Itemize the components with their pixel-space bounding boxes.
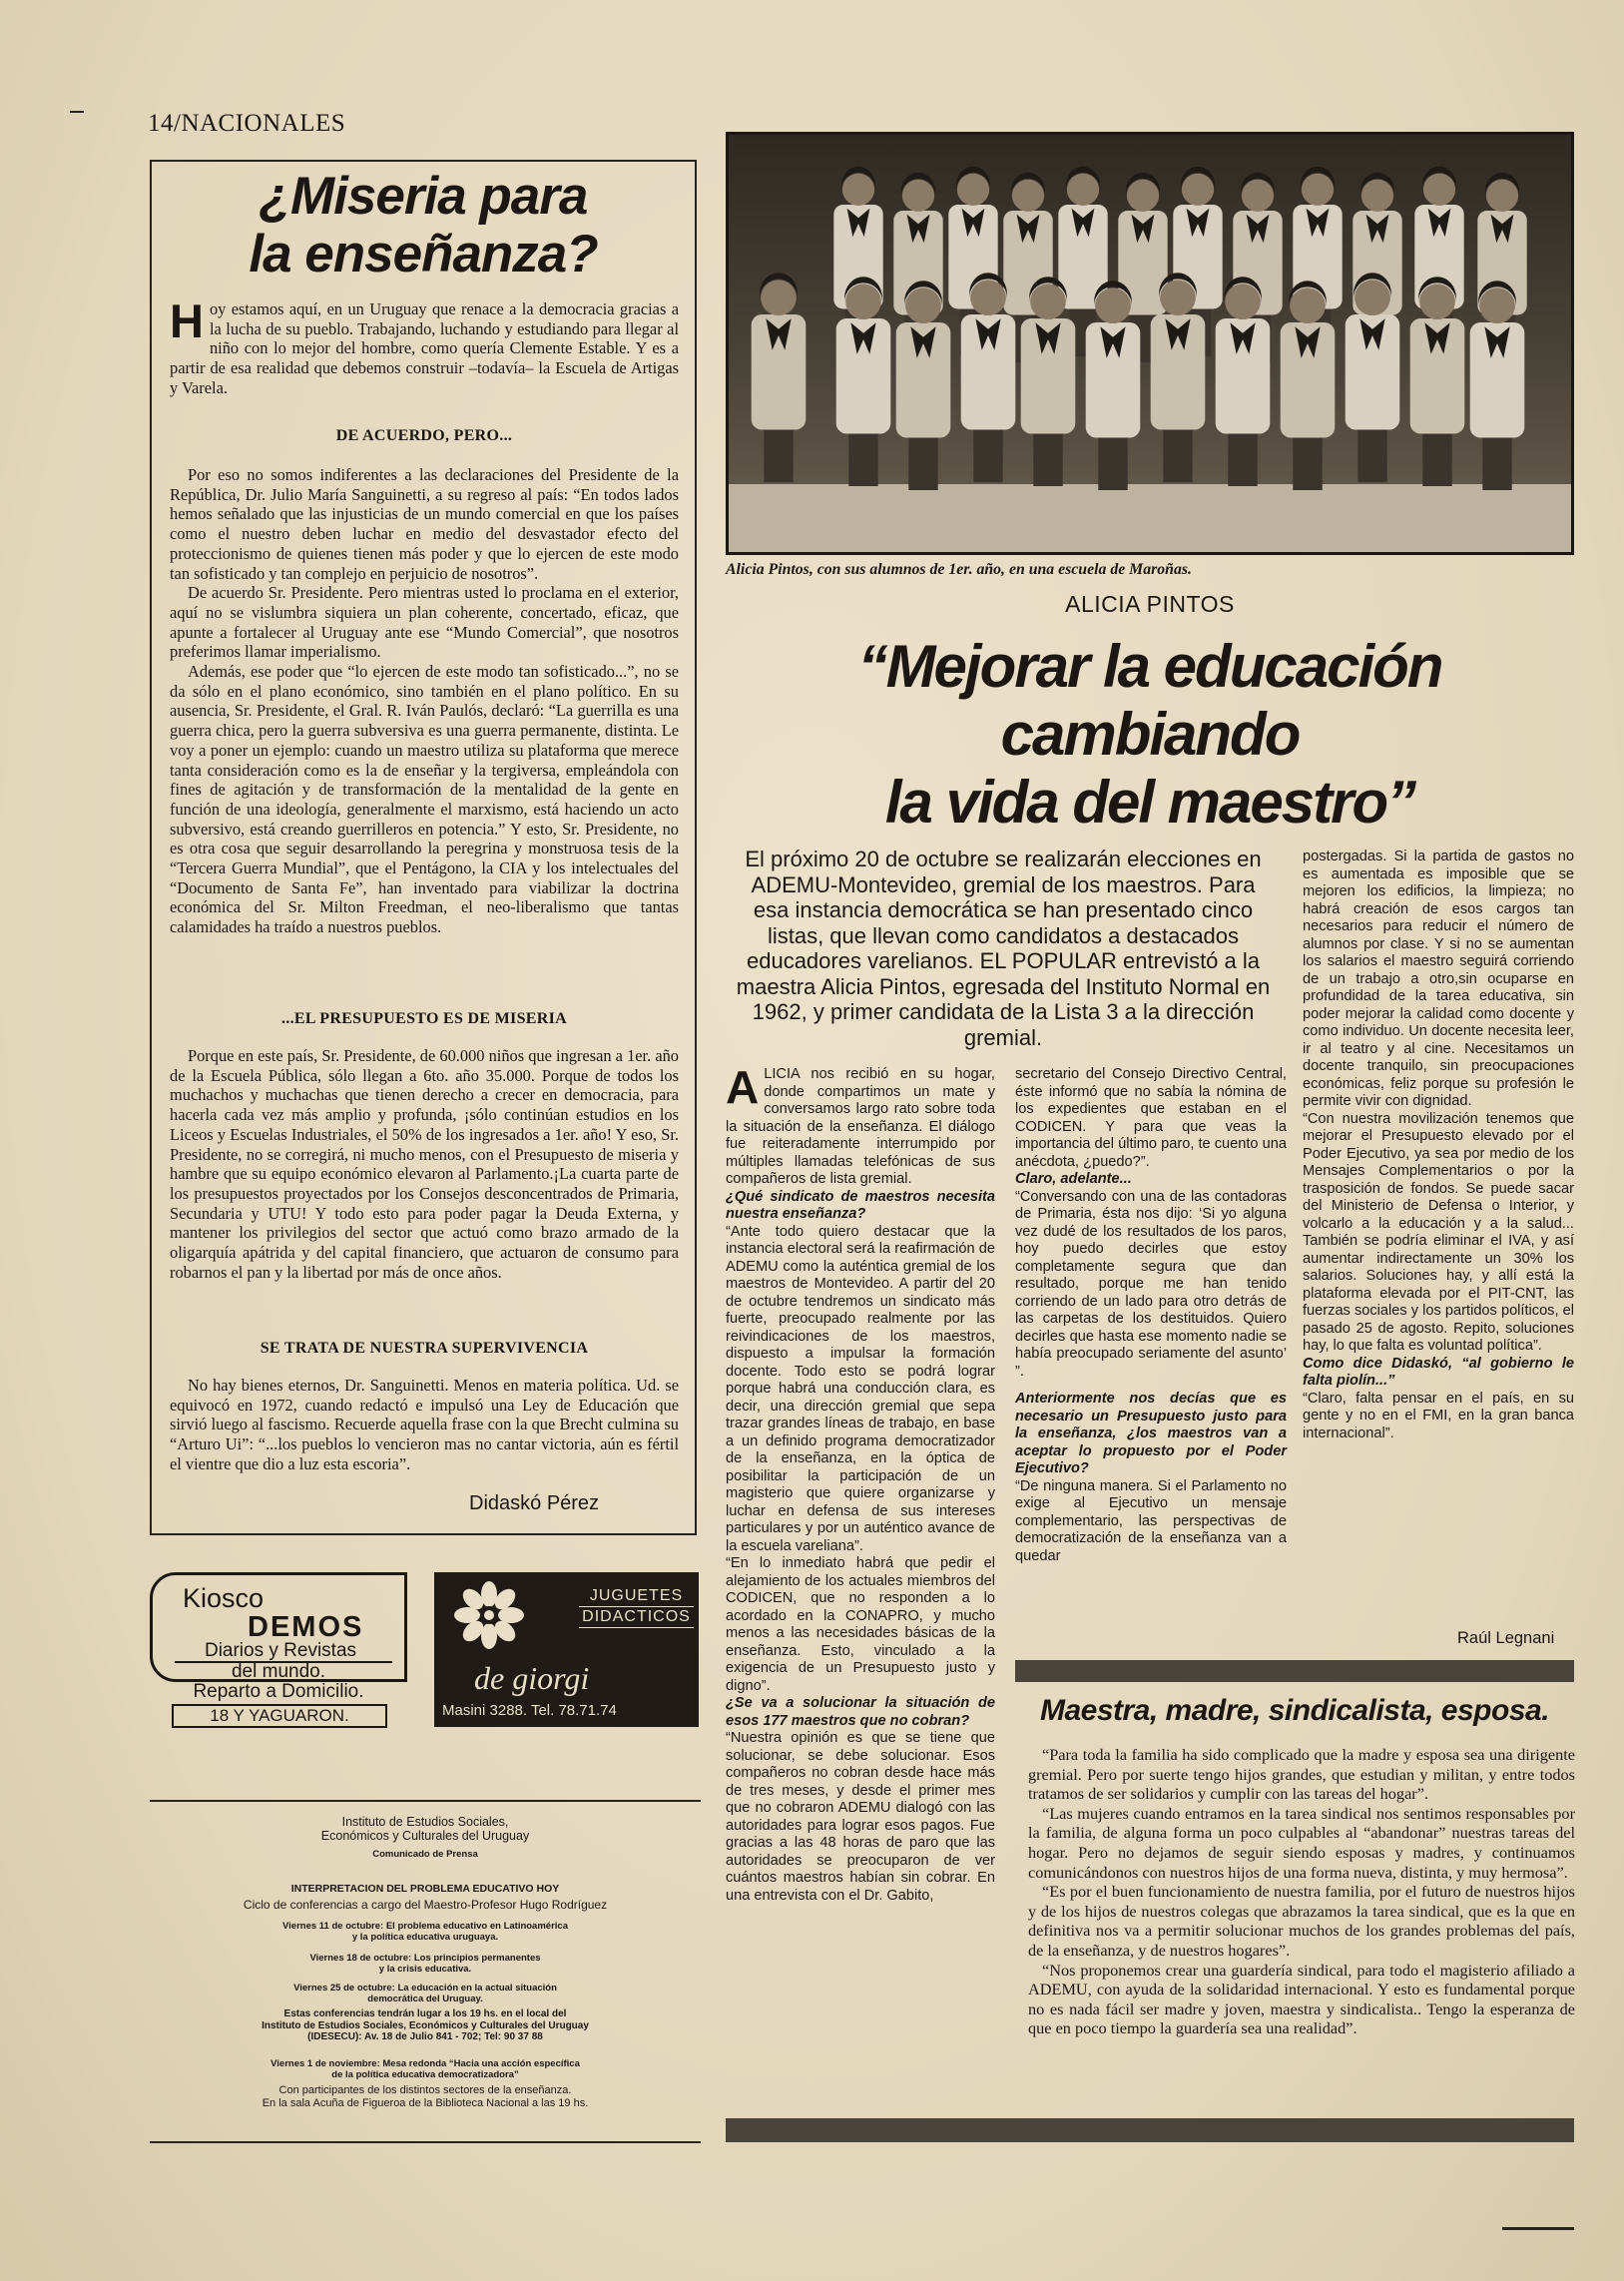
col1-answer-2: “En lo inmediato habrá que pedir el alejamiento de los actuales miembros del CODICEN, que no responden a lo acordado en la CONAPRO, y mucho menos a las necesidades básicas de la enseñanza. Esto, vinculado a la exigencia de un Presupuesto justo y digno”. [726,1555,995,1694]
session-2-line-2: y la crisis educativa. [378,1964,472,1975]
col2-question-2: Anteriormente nos decías que es necesario un Presupuesto justo para la enseñanza, ¿los maestros van a aceptar lo propuesto por el Poder Ejecutivo? [1015,1391,1287,1476]
bottom-band [726,2118,1574,2142]
participants-line-1: Con participantes de los distintos sectores de la enseñanza. [278,2084,572,2096]
institute-press-label: Comunicado de Prensa [372,1849,478,1860]
section-rule-bottom [150,2141,701,2143]
session-3-line-1: Viernes 25 de octubre: La educación en la actual situación [293,1983,557,1994]
article-lead: El próximo 20 de octubre se realizarán elecciones en ADEMU-Montevideo, gremial de los maestros. Para esa instancia democrática se han presentado cinco listas, que llevan como candidatos a destacados educadores varelianos. EL POPULAR entrevistó a la maestra Alicia Pintos, egresada del Instituto Normal en 1962, y primer candidata de la Lista 3 a la dirección gremial. [736,847,1271,1050]
ad-kiosco-line-4: del mundo. [231,1661,325,1682]
ad-demos-word: DEMOS [248,1611,364,1643]
margin-mark [70,111,84,113]
ad-kiosco-line-6: 18 Y YAGUARON. [172,1704,387,1728]
interview-signature: Raúl Legnani [1457,1629,1555,1647]
venue-line-3: (IDESECU): Av. 18 de Julio 841 - 702; Tel: 90 37 88 [307,2031,543,2042]
left-article-body-3 [170,1376,679,1474]
col3-paragraph-3: “Claro, falta pensar en el país, en su gente y no en el FMI, en la gran banca internacional”. [1303,1390,1574,1441]
juguetes-didacticos-ad [434,1572,699,1727]
col3-paragraph-1: postergadas. Si la partida de gastos no es aumentada es imposible que se mejoren los edificios, la limpieza; no habrá creación de esos cargos tan necesarios para reducir el número de alumnos por clase. Y si no se aumentan los salarios el maestro seguirá corriendo de un trabajo a otro,sin ocuparse en profundidad de la tarea educativa, sin poder mejorar la calidad como docente y como individuo. Un docente necesita leer, ir al teatro y al cine. Necesitamos un docente tranquilo, sin preocupaciones económicas, feliz porque su profesión le permite vivir con dignidad. [1303,849,1574,1109]
venue-line-1: Estas conferencias tendrán lugar a los 19 hs. en el local del [283,2008,567,2019]
left-article-title [150,168,697,284]
session-3-line-2: democrática del Uruguay. [367,1994,483,2004]
col2-paragraph-3: “De ninguna manera. Si el Parlamento no exige al Ejecutivo un mensaje complementario, las perspectivas de democratización de la enseñanza van a quedar [1015,1477,1287,1564]
section-rule [150,1800,701,1802]
box-top-band [1015,1660,1574,1682]
drop-cap: H [170,294,204,347]
left-subhead-1: DE ACUERDO, PERO... [335,427,513,444]
ad-kiosco-line-3: Diarios y Revistas [204,1640,357,1661]
ad-kiosco-line-5: Reparto a Domicilio. [193,1681,364,1702]
page-folio: 14/NACIONALES [148,110,346,137]
ad-juguetes-title [579,1586,694,1628]
students-photo-image [729,135,1571,552]
interview-column-3 [1303,849,1574,1442]
footer-mark [1502,2227,1574,2230]
ad-juguetes-brand: de giorgi [474,1660,590,1696]
ad-juguetes-line-1: JUGUETES [589,1587,684,1604]
flower-logo-icon [449,1580,529,1650]
institute-participants [150,2084,701,2110]
ad-juguetes-line-2: DIDACTICOS [579,1606,694,1628]
drop-cap-a: A [726,1061,760,1113]
left-article-body-1 [170,465,679,937]
interview-column-1 [726,1061,995,1905]
box-paragraph-2: “Las mujeres cuando entramos en la tarea sindical nos sentimos responsables por la familia, de alguna forma un poco culpables al “abandonar” nuestras tareas del hogar. Pero no dejamos de seguir siendo esposas y madres, y continuamos comunicándonos con nuestros hijos de una forma nueva, distinta, y muy hermosa”. [1028,1803,1575,1882]
left-title-line-1: ¿Miseria para [259,167,588,226]
session-2-line-1: Viernes 18 de octubre: Los principios permanentes [309,1953,541,1964]
venue-line-2: Instituto de Estudios Sociales, Económicos y Culturales del Uruguay [262,2019,589,2031]
col1-answer-1: “Ante todo quiero destacar que la instancia electoral será la reafirmación de ADEMU como la auténtica gremial de los maestros de Montevideo. A partir del 20 de octubre tendremos un sindicato más fuerte, preocupado realmente por las reivindicaciones de los maestros, dispuesto a impulsar la formación docente. Todo esto se podrá lograr porque habrá una conducción clara, es decir, una dirección gremial que sepa trazar grandes líneas de trabajo, en base a un definido programa democratizador de la enseñanza, en la óptica de posibilitar la participación de un magisterio que quiere organizarse y luchar en defensa de sus intereses particulares y por un auténtico avance de la escuela vareliana”. [726,1223,995,1554]
headline-line-1: “Mejorar la educación [857,633,1442,700]
institute-heading: INTERPRETACION DEL PROBLEMA EDUCATIVO HOY [290,1883,560,1895]
col3-question-1: Como dice Didaskó, “al gobierno le falta piolín...” [1303,1355,1574,1389]
ad-kiosco-word: Kiosco [183,1583,265,1613]
left-paragraph-3: De acuerdo Sr. Presidente. Pero mientras usted lo proclama en el exterior, aquí no se vislumbra siquiera un plan coherente, concertado, eficaz, que apunte a fortalecer al Uruguay ante ese “Mundo Comercial”, que nosotros preferimos llamar imperialismo. [170,583,679,662]
headline-line-2: cambiando [1000,701,1300,768]
col2-question-1: Claro, adelante... [1015,1171,1132,1187]
institute-name [150,1815,701,1843]
class-photo [726,132,1574,555]
left-title-line-2: la enseñanza? [249,225,598,284]
participants-line-2: En la sala Acuña de Figueroa de la Biblioteca Nacional a las 19 hs. [262,2097,589,2109]
box-paragraph-1: “Para toda la familia ha sido complicado que la madre y esposa sea una dirigente gremial. Pero por suerte tengo hijos grandes, que estudian y militan, y entre todos tratamos de ser solidarios y cumplir con las tareas del hogar”. [1028,1745,1575,1804]
left-paragraph-1: oy estamos aquí, en un Uruguay que renace a la democracia gracias a la lucha de su pueblo. Trabajando, luchando y estudiando para llegar al niño con lo mejor del hombre, como quería Clemente Estable. Y es a partir de esa realidad que debemos construir –todavía– la Escuela de Artigas y Varela. [170,299,679,397]
session-4-line-2: de la política educativa democratizadora” [331,2069,519,2080]
ad-juguetes-address: Masini 3288. Tel. 78.71.74 [442,1702,617,1719]
institute-cycle: Ciclo de conferencias a cargo del Maestro-Profesor Hugo Rodríguez [243,1898,608,1912]
article-kicker: ALICIA PINTOS [1065,591,1235,617]
institute-session-4 [150,2058,701,2080]
col2-paragraph-1: secretario del Consejo Directivo Central, éste informó que no sabía la nómina de los expedientes que estaban en el CODICEN. Y para que veas la importancia del último paro, te cuento una anécdota, ¿puedo?”. [1015,1066,1287,1170]
institute-session-3 [150,1983,701,2004]
box-story-body [1028,1745,1575,2038]
box-story-title: Maestra, madre, sindicalista, esposa. [1039,1694,1550,1727]
photo-caption: Alicia Pintos, con sus alumnos de 1er. año, en una escuela de Maroñas. [726,561,1192,578]
left-paragraph-5: Porque en este país, Sr. Presidente, de 60.000 niños que ingresan a 1er. año de la Escuela Pública, sólo llegan a 6to. año 35.000. Porque de todos los muchachos y muchachas que tienen derecho a crecer en democracia, para hacerla cada vez más amplio y profunda, ¡sólo continúan estudios en los Liceos y Escuelas Industriales, el 50% de los ingresados a 1er. año! Y eso, Sr. Presidente, no se corregirá, ni mucho menos, con el Presupuesto de miseria y hambre que su equipo económico elevaron al Parlamento.¡La cuarta parte de los presupuestos proyectados por los Consejos desconcentrados de Primaria, Secundaria y UTU! Y todo esto para poder pagar la Deuda Externa, y mantener los privilegios del sector que actuó como brazo armado de la oligarquía apátrida y del capital financiero, que actuaron de consumo para robarnos el pan y la libertad por más de once años. [170,1046,679,1282]
institute-session-1 [150,1921,701,1943]
left-paragraph-6: No hay bienes eternos, Dr. Sanguinetti. Menos en materia política. Ud. se equivocó en 1972, cuando redactó e impulsó una Ley de Educación que sirvió luego al fascismo. Recuerde aquella frase con la que Brecht culmina su “Arturo Ui”: “...los pueblos lo vencieron mas no cantar victoria, aún es fértil el vientre que dio a luz esta escoria”. [170,1376,679,1473]
left-paragraph-4: Además, ese poder que “lo ejercen de este modo tan sofisticado...”, no se da sólo en el plano económico, sino también en el plano político. En su ausencia, Sr. Presidente, el Gral. R. Iván Paulós, declaró: “La guerrilla es una guerra chica, pero la guerra subversiva es una guerra permanente, distinta. Le voy a poner un ejemplo: cuando un maestro utiliza su plataforma que merece tanta consideración como es la de enseñar y la tergiversa, empleándola con fines de agitación y de transformación de la mentalidad de la gente en función de una ideología, generalmente el marxismo, está haciendo un acto subversivo, está creando guerrilleros en potencia.” Y esto, Sr. Presidente, no es otra cosa que seguir desarrollando la peregrina y monstruosa tesis de la “Tercera Guerra Mundial”, que el Pentágono, la CIA y los intelectuales del “Documento de Santa Fe”, han inventado para viabilizar la doctrina económica del Sr. Milton Freedman, el neo-liberalismo que tantas calamidades ha traído a nuestros pueblos. [170,662,679,937]
session-1-line-1: Viernes 11 de octubre: El problema educativo en Latinoamérica [282,1921,568,1932]
col1-answer-3: “Nuestra opinión es que se tiene que solucionar, se debe solucionar. Esos compañeros no cobran desde hace más de tres meses, y desde el primer mes que no cobraron ADEMU dialogó con las autoridades para lograr esos pagos. Fue gracias a las 48 horas de paro que las autoridades se preocuparon de ver cuántos maestros habían sin cobrar. En una entrevista con el Dr. Gabito, [726,1730,995,1904]
left-subhead-3: SE TRATA DE NUESTRA SUPERVIVENCIA [260,1340,589,1357]
left-paragraph-2: Por eso no somos indiferentes a las declaraciones del Presidente de la República, Dr. Julio María Sanguinetti, a su regreso al país: “En todos lados hemos señalado que las injusticias de un mundo comercial en que los países como el nuestro deben luchar en medio del desvastador efecto del proteccionismo de quienes tienen más poder y que lo ejercen de este modo tan sofisticado y tan complejo en perjuicio de nosotros”. [170,465,679,583]
left-article-intro [170,294,679,398]
session-4-line-1: Viernes 1 de noviembre: Mesa redonda “Hacia una acción específica [271,2058,580,2069]
kiosco-ad-lines [150,1662,407,1728]
article-headline [726,633,1574,837]
col3-paragraph-2: “Con nuestra movilización tenemos que mejorar el Presupuesto elevado por el Poder Ejecutivo, ya sea por medio de los Mensajes Complementarios o por la trasposición de fondos. Se puede sacar del Ministerio de Defensa o Interior, y volcarlo a la educación y a la salud... También se podría eliminar el IVA, y así aumentar indirectamente un 30% los salarios. Soluciones hay, y allí está la plataforma elevada por el PIT-CNT, las fuerzas sociales y los partidos políticos, el pasado 25 de agosto. Repito, soluciones hay, lo que falta es voluntad política”. [1303,1110,1574,1354]
institute-venue [150,2008,701,2043]
institute-name-line-1: Instituto de Estudios Sociales, [341,1815,509,1829]
left-subhead-2: ...EL PRESUPUESTO ES DE MISERIA [281,1010,567,1027]
col1-paragraph-1: LICIA nos recibió en su hogar, donde compartimos un mate y conversamos largo rato sobre toda la situación de la enseñanza. El diálogo fue reiteradamente interrumpido por múltiples llamadas telefónicas de sus compañeros de lista gremial. [726,1066,995,1187]
col1-question-1: ¿Qué sindicato de maestros necesita nuestra enseñanza? [726,1188,995,1222]
institute-session-2 [150,1953,701,1975]
interview-column-2 [1015,1066,1287,1565]
headline-line-3: la vida del maestro” [884,769,1415,836]
col2-paragraph-2: “Conversando con una de las contadoras de Primaria, ésta nos dijo: ‘Si yo alguna vez dudé de los resultados de los paros, hoy puedo decirles que estoy completamente segura que dan resultado, porque me han tenido corriendo de un lado para otro detrás de las carpetas de los destituidos. Quiero decirles que hasta ese momento nadie se había preocupado seriamente del asunto’ ”. [1015,1188,1287,1380]
session-1-line-2: y la política educativa uruguaya. [351,1932,499,1943]
box-paragraph-4: “Nos proponemos crear una guardería sindical, para todo el magisterio afiliado a ADEMU, con ayuda de la solidaridad internacional. Y esto es fundamental porque no es nada fácil ser madre y joven, maestra y sindicalista.. Tengo la esperanza de que en poco tiempo la guardería sea una realidad”. [1028,1960,1575,2038]
col1-question-2: ¿Se va a solucionar la situación de esos 177 maestros que no cobran? [726,1695,995,1729]
left-article-body-2 [170,1046,679,1282]
box-paragraph-3: “Es por el buen funcionamiento de nuestra familia, por el futuro de nuestros hijos y de los hijos de nuestros colegas que abrazamos la tarea sindical, que es la que en definitiva nos va a permitir solucionar muchos de los grandes problemas del país, de la enseñanza, y de nuestros hogares”. [1028,1882,1575,1960]
institute-name-line-2: Económicos y Culturales del Uruguay [320,1829,530,1843]
left-article-signature: Didaskó Pérez [469,1492,600,1514]
